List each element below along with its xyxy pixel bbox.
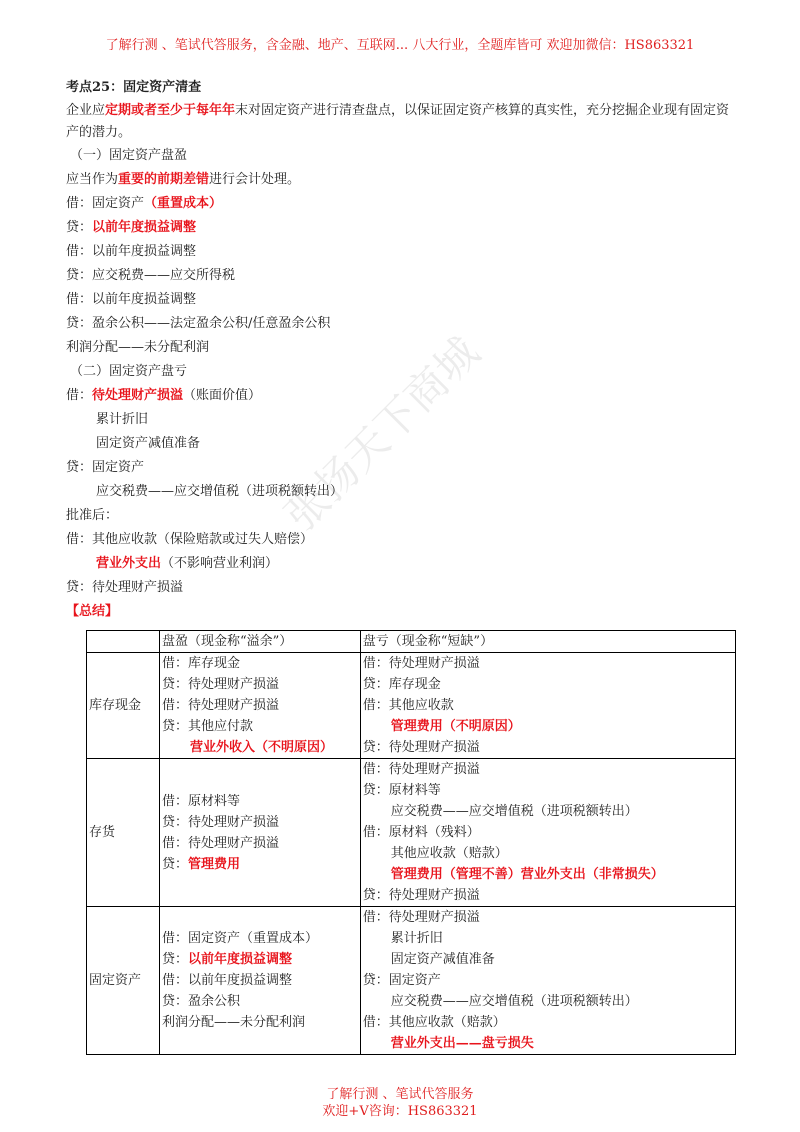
- summary-table-wrapper: [86, 630, 736, 1055]
- header-surplus: 盘盈（现金称“溢余”）: [160, 631, 361, 653]
- cell-line: 贷：待处理财产损溢: [362, 740, 480, 755]
- cell-line: [162, 854, 358, 875]
- cell-line: 借：原材料（残料）: [362, 825, 480, 840]
- intro-text-1: 企业应: [66, 103, 106, 118]
- cell-line: 借：待处理财产损溢: [162, 835, 280, 851]
- table-row: [87, 653, 736, 759]
- text: 贷：: [162, 856, 189, 872]
- surplus-line-4: 借：以前年度损益调整: [66, 244, 197, 259]
- surplus-heading: （一）固定资产盘盈: [70, 148, 188, 163]
- surplus-line-6: 借：以前年度损益调整: [66, 292, 197, 307]
- text: 借：: [66, 388, 93, 403]
- surplus-line-1: [66, 168, 742, 192]
- intro-emphasis: 定期或者至少于每年年: [105, 103, 236, 118]
- cell-line: 营业外支出——盘亏损失: [390, 1036, 534, 1051]
- cell-line: 贷：原材料等: [362, 783, 441, 798]
- cell-line: 借：其他应收款: [362, 698, 454, 713]
- cell-line: 利润分配——未分配利润: [162, 1015, 306, 1030]
- cash-loss-cell: [360, 653, 735, 759]
- cell-line: 借：待处理财产损溢: [362, 762, 480, 777]
- table-row: [87, 907, 736, 1055]
- text: 进行会计处理。: [209, 172, 301, 187]
- cell-line: 其他应收款（赔款）: [390, 846, 508, 861]
- cell-line: 固定资产减值准备: [390, 952, 495, 967]
- main-content: [66, 76, 742, 624]
- loss-line-4: 贷：固定资产: [66, 460, 145, 475]
- loss-line-3: 固定资产减值准备: [96, 436, 201, 451]
- emphasis: 待处理财产损溢: [92, 388, 184, 403]
- footer: [0, 1086, 800, 1120]
- loss-line-2: 累计折旧: [96, 412, 149, 427]
- emphasis: （重置成本）: [144, 196, 223, 211]
- surplus-line-7: 贷：盈余公积——法定盈余公积/任意盈余公积: [66, 316, 331, 331]
- cell-line: 应交税费——应交增值税（进项税额转出）: [390, 994, 638, 1009]
- loss-line-9: 贷：待处理财产损溢: [66, 580, 184, 595]
- cell-line: 累计折旧: [390, 931, 443, 946]
- inventory-surplus-cell: [160, 759, 361, 907]
- cell-line: [162, 949, 358, 970]
- cell-line: 借：固定资产（重置成本）: [162, 931, 319, 946]
- surplus-line-2: [66, 192, 742, 216]
- cell-line: 贷：盈余公积: [162, 994, 241, 1009]
- table-header-row: [87, 631, 736, 653]
- footer-line-1: 了解行测 、笔试代答服务: [326, 1087, 474, 1102]
- text: 贷：: [66, 220, 93, 235]
- text: 借：固定资产: [66, 196, 145, 211]
- emphasis: 管理费用: [188, 856, 241, 872]
- intro-text-2: 末对固定资产进行清查盘点，以保证固定资产核算的真实性，充分挖掘企业现有固定资产的潜力。: [66, 103, 730, 140]
- text: 应当作为: [66, 172, 119, 187]
- loss-line-1: [66, 384, 742, 408]
- cell-line: 借：其他应收款（赔款）: [362, 1015, 506, 1030]
- emphasis: 重要的前期差错: [118, 172, 210, 187]
- cell-line: 贷：库存现金: [362, 677, 441, 692]
- surplus-line-8: 利润分配——未分配利润: [66, 340, 210, 355]
- row-label-inventory: 存货: [87, 759, 160, 907]
- header-loss: 盘亏（现金称“短缺”）: [360, 631, 735, 653]
- fixed-surplus-cell: [160, 907, 361, 1055]
- cell-line: 借：待处理财产损溢: [162, 698, 280, 713]
- surplus-line-3: [66, 216, 742, 240]
- summary-table: [86, 630, 736, 1055]
- cell-line: 借：以前年度损益调整: [162, 973, 293, 988]
- text: 贷：: [162, 952, 189, 967]
- emphasis: 以前年度损益调整: [92, 220, 197, 235]
- loss-heading: （二）固定资产盘亏: [70, 364, 188, 379]
- cell-line: 借：原材料等: [162, 793, 241, 809]
- cell-line: 管理费用（不明原因）: [390, 719, 521, 734]
- surplus-line-5: 贷：应交税费——应交所得税: [66, 268, 236, 283]
- cell-line: 贷：其他应付款: [162, 719, 254, 734]
- cell-line: 贷：待处理财产损溢: [162, 677, 280, 692]
- cell-line: 营业外收入（不明原因）: [190, 740, 334, 755]
- intro-paragraph: [66, 100, 742, 144]
- loss-line-7: 借：其他应收款（保险赔款或过失人赔偿）: [66, 532, 314, 547]
- header-banner: 了解行测 、笔试代答服务，含金融、地产、互联网... 八大行业，全题库皆可 欢迎加微信：HS863321: [105, 38, 695, 53]
- summary-label: 【总结】: [66, 604, 119, 619]
- footer-line-2: 欢迎+V咨询：HS863321: [322, 1104, 478, 1119]
- cell-line: 贷：固定资产: [362, 973, 441, 988]
- table-corner: [87, 631, 160, 653]
- cell-line: 贷：待处理财产损溢: [362, 888, 480, 903]
- cell-line: 借：待处理财产损溢: [362, 910, 480, 925]
- section-title: 考点25：固定资产清查: [66, 80, 202, 95]
- cell-line: 借：库存现金: [162, 656, 241, 671]
- loss-line-5: 应交税费——应交增值税（进项税额转出）: [96, 484, 344, 499]
- cell-line: 管理费用（管理不善）营业外支出（非常损失）: [390, 867, 664, 882]
- cell-line: 贷：待处理财产损溢: [162, 814, 280, 830]
- fixed-loss-cell: [360, 907, 735, 1055]
- loss-line-6: 批准后：: [66, 508, 119, 523]
- cash-surplus-cell: [160, 653, 361, 759]
- table-row: [87, 759, 736, 907]
- emphasis: 营业外支出: [96, 556, 162, 571]
- cell-line: 应交税费——应交增值税（进项税额转出）: [390, 804, 638, 819]
- row-label-fixed-assets: 固定资产: [87, 907, 160, 1055]
- cell-line: 借：待处理财产损溢: [362, 656, 480, 671]
- row-label-cash: 库存现金: [87, 653, 160, 759]
- text: （账面价值）: [183, 388, 262, 403]
- loss-line-8: [66, 552, 742, 576]
- emphasis: 以前年度损益调整: [188, 952, 293, 967]
- text: （不影响营业利润）: [161, 556, 279, 571]
- watermark: 张扬天下商城: [275, 327, 489, 541]
- inventory-loss-cell: [360, 759, 735, 907]
